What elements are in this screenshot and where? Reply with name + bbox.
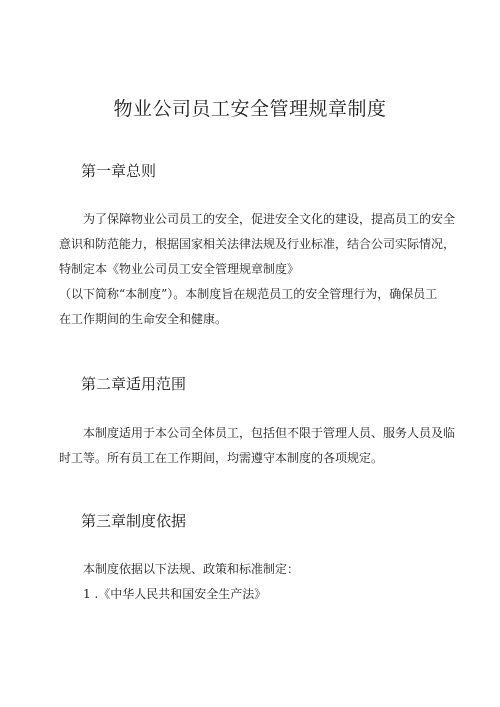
- text-line: 为了保障物业公司员工的安全，促进安全文化的建设，提高员工的安全: [83, 212, 456, 226]
- text-line: 本制度依据以下法规、政策和标准制定：: [83, 562, 300, 576]
- chapter-2-heading: 第二章适用范围: [81, 375, 187, 393]
- text-line: 意识和防范能力，根据国家相关法律法规及行业标准，结合公司实际情况，: [59, 237, 456, 251]
- text-line: 本制度适用于本公司全体员工，包括但不限于管理人员、服务人员及临: [83, 426, 456, 440]
- text-line: 特制定本《物业公司员工安全管理规章制度》: [59, 262, 300, 276]
- text-line: 在工作期间的生命安全和健康。: [59, 312, 228, 326]
- text-line: （以下简称“本制度”）。本制度旨在规范员工的安全管理行为，确保员工: [59, 287, 438, 301]
- list-item: 1 .《中华人民共和国安全生产法》: [83, 587, 267, 601]
- text-line: 时工等。所有员工在工作期间，均需遵守本制度的各项规定。: [59, 451, 384, 465]
- chapter-1-body: [59, 207, 456, 332]
- chapter-3-heading: 第三章制度依据: [81, 512, 187, 530]
- chapter-2-body: [59, 421, 456, 471]
- chapter-3-body: [59, 557, 451, 607]
- chapter-1-heading: 第一章总则: [81, 162, 157, 180]
- document-title: 物业公司员工安全管理规章制度: [113, 98, 387, 120]
